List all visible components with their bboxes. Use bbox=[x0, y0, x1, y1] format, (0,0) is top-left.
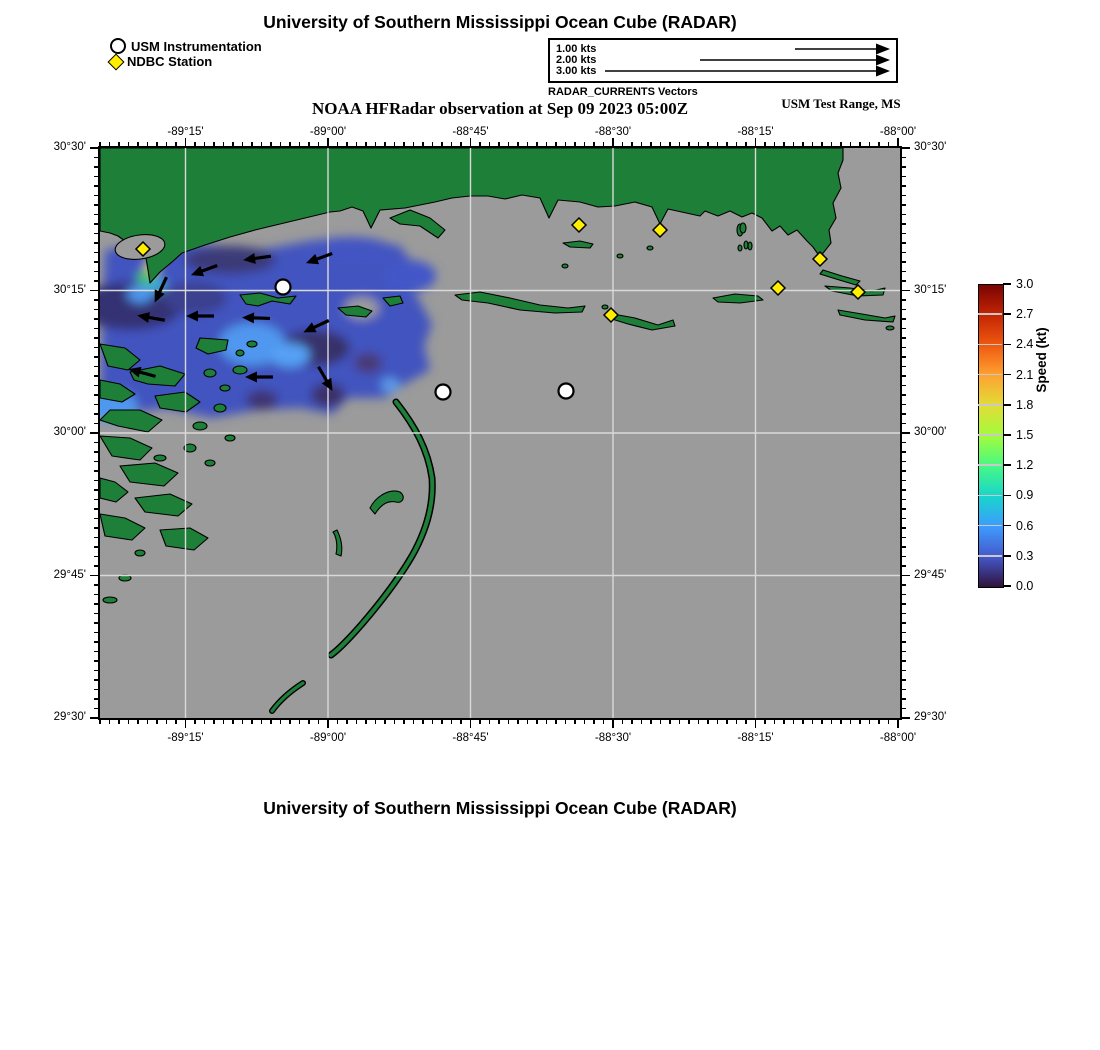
legend-label-usm: USM Instrumentation bbox=[131, 38, 262, 54]
lat-tick-label: 29°45' bbox=[914, 568, 947, 581]
lon-tick-label: -89°00' bbox=[309, 732, 347, 744]
colorbar-tick-label: 0.3 bbox=[1016, 548, 1034, 563]
islet bbox=[562, 264, 568, 268]
islet bbox=[617, 254, 623, 258]
lon-tick-label: -88°00' bbox=[879, 732, 917, 744]
islet bbox=[744, 241, 748, 249]
lat-tick-label: 29°30' bbox=[914, 711, 947, 723]
legend-item-ndbc bbox=[110, 54, 212, 69]
lat-tick-label: 30°30' bbox=[53, 141, 86, 153]
lon-tick-label: -88°45' bbox=[452, 732, 489, 744]
colorbar-tick-label: 0.9 bbox=[1016, 488, 1034, 503]
scale-arrows bbox=[550, 40, 896, 81]
scale-label-1kt: 1.00 kts bbox=[556, 43, 597, 55]
lat-tick-label: 30°00' bbox=[914, 426, 947, 438]
scale-arrow-icon bbox=[876, 55, 890, 66]
colorbar-tick-label: 1.2 bbox=[1016, 458, 1034, 473]
colorbar-tick-label: 1.5 bbox=[1016, 428, 1034, 442]
islet bbox=[748, 242, 752, 250]
observation-subtitle: NOAA HFRadar observation at Sep 09 2023 05:00Z bbox=[311, 99, 689, 118]
islet bbox=[886, 326, 894, 330]
map-svg bbox=[100, 148, 900, 718]
colorbar-tick-label: 1.8 bbox=[1016, 397, 1034, 412]
footer-title: University of Southern Mississippi Ocean Cube (RADAR) bbox=[263, 798, 737, 818]
lon-tick-label: -88°30' bbox=[594, 732, 632, 744]
legend-label-ndbc: NDBC Station bbox=[127, 54, 213, 69]
lat-tick-label: 30°30' bbox=[914, 141, 947, 153]
islet bbox=[738, 245, 742, 251]
page-title: University of Southern Mississippi Ocean Cube (RADAR) bbox=[263, 12, 737, 32]
lat-tick-label: 30°15' bbox=[914, 283, 947, 296]
vector-scale-caption: RADAR_CURRENTS Vectors bbox=[548, 86, 698, 98]
scale-arrow-icon bbox=[876, 66, 890, 77]
usm-instrumentation-marker bbox=[558, 383, 573, 398]
range-label: USM Test Range, MS bbox=[781, 96, 901, 111]
islet bbox=[740, 223, 746, 233]
colorbar-tick-label: 0.0 bbox=[1016, 579, 1034, 593]
ndbc-station-icon bbox=[108, 53, 125, 70]
lon-tick-label: -88°45' bbox=[452, 126, 489, 138]
lon-tick-label: -89°00' bbox=[309, 126, 347, 138]
speed-colorbar bbox=[978, 284, 1004, 588]
colorbar-tick-label: 2.4 bbox=[1016, 337, 1034, 352]
lat-tick-label: 30°15' bbox=[53, 283, 86, 296]
lat-tick-label: 29°30' bbox=[53, 711, 86, 723]
lat-tick-label: 30°00' bbox=[53, 426, 86, 438]
colorbar-tick-label: 3.0 bbox=[1016, 277, 1034, 291]
usm-instrumentation-marker bbox=[435, 384, 450, 399]
lon-tick-label: -88°15' bbox=[737, 126, 774, 138]
usm-instrumentation-marker bbox=[275, 279, 290, 294]
usm-instrumentation-icon bbox=[110, 38, 126, 54]
scale-label-3kt: 3.00 kts bbox=[556, 65, 597, 77]
islet bbox=[647, 246, 653, 250]
lon-tick-label: -89°15' bbox=[167, 126, 204, 138]
lon-tick-label: -89°15' bbox=[167, 732, 204, 744]
map-plot-area bbox=[98, 146, 902, 720]
scale-arrow-icon bbox=[876, 44, 890, 55]
lon-tick-label: -88°15' bbox=[737, 732, 774, 744]
lon-tick-label: -88°00' bbox=[879, 126, 917, 138]
scale-label-2kt: 2.00 kts bbox=[556, 54, 597, 66]
legend-item-usm bbox=[110, 38, 262, 54]
lat-tick-label: 29°45' bbox=[53, 568, 86, 581]
islet bbox=[602, 305, 608, 309]
colorbar-tick-label: 2.1 bbox=[1016, 367, 1034, 382]
colorbar-title: Speed (kt) bbox=[1034, 327, 1049, 393]
lon-tick-label: -88°30' bbox=[594, 126, 632, 138]
vector-scale-box bbox=[548, 38, 898, 83]
colorbar-tick-label: 0.6 bbox=[1016, 518, 1034, 533]
colorbar-tick-label: 2.7 bbox=[1016, 307, 1034, 322]
